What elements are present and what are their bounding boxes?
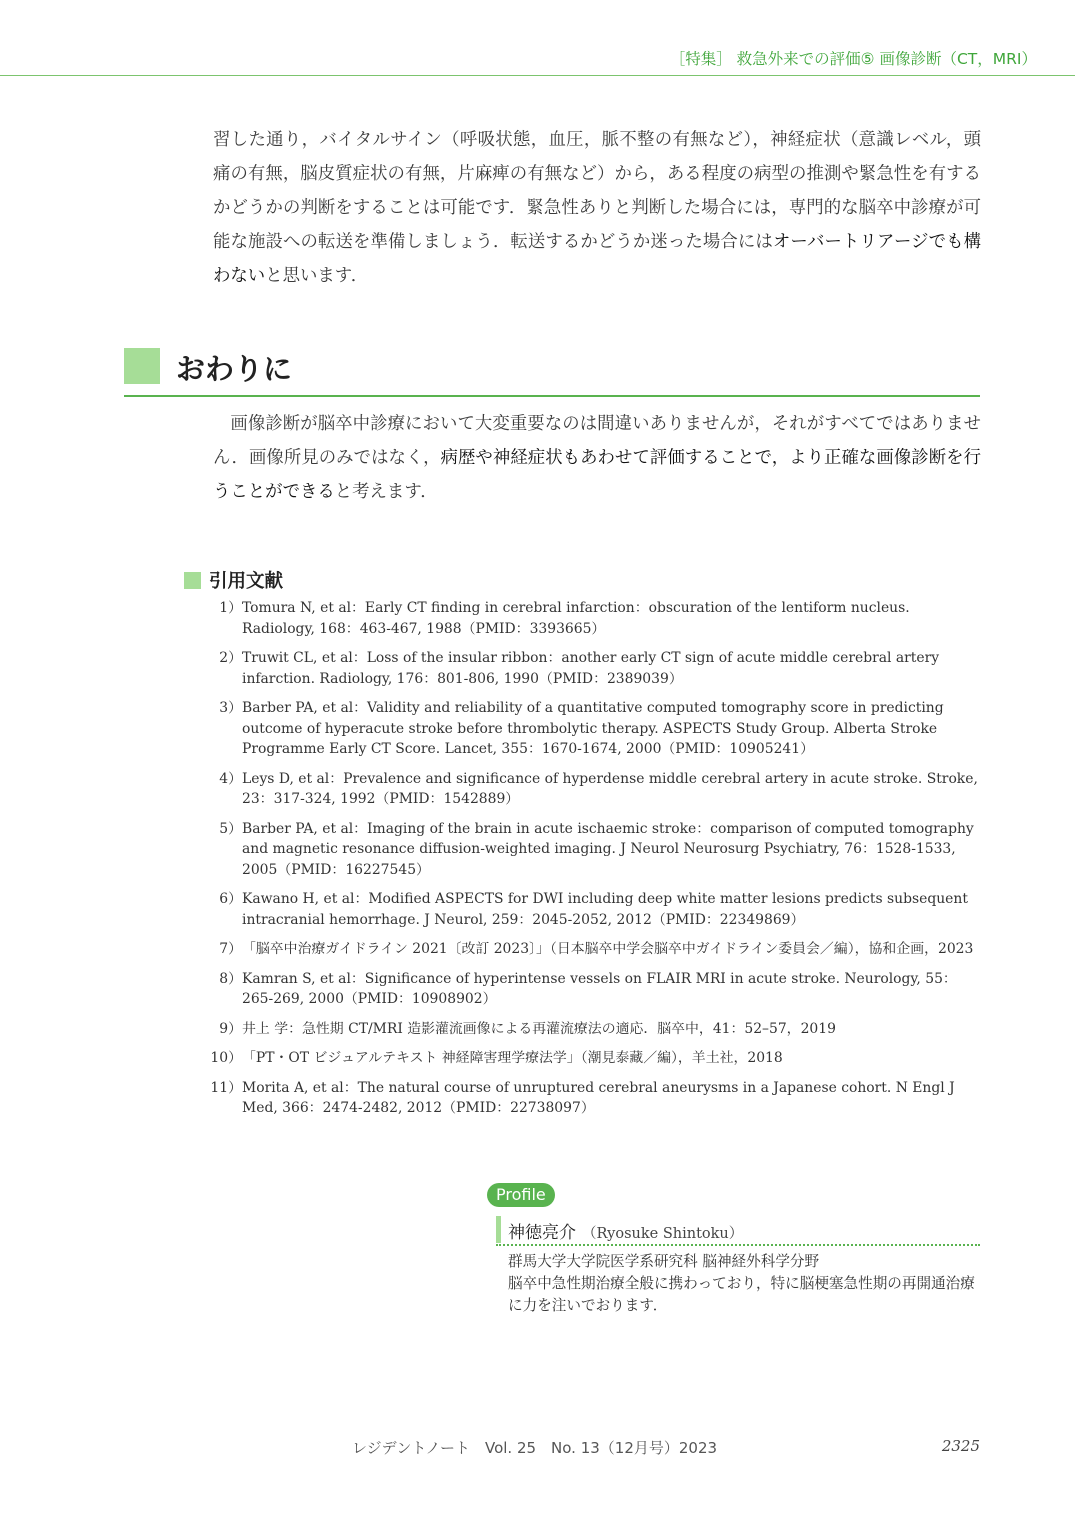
reference-number: 4）: [219, 770, 242, 787]
reference-item: [202, 698, 984, 760]
reference-item: [202, 939, 984, 960]
profile-romaji: （Ryosuke Shintoku）: [582, 1226, 744, 1242]
reference-item: [202, 648, 984, 689]
closing-paragraph: [213, 407, 981, 509]
closing-text-after: と考えます．: [334, 482, 438, 502]
section-heading: [124, 343, 980, 397]
section-title: おわりに: [176, 352, 293, 386]
intro-text-before: 習した通り，バイタルサイン（呼吸状態，血圧，脈不整の有無など），神経症状（意識レベル，頭痛の有無，脳皮質症状の有無，片麻痺の有無など）から，ある程度の病型の推測や緊急性を有するかどうかの判断をすることは可能です．緊急性ありと判断した場合には，専門的な脳卒中診療が可能な施設への転送を準備しましょう．転送するかどうか迷った場合には: [213, 130, 981, 252]
references-title: 引用文献: [209, 571, 284, 592]
reference-number: 5）: [219, 820, 242, 837]
profile-affiliation: 群馬大学大学院医学系研究科 脳神経外科学分野: [508, 1253, 820, 1270]
reference-text: Tomura N, et al：Early CT finding in cerebral infarction：obscuration of the lentiform nucleus. Radiology, 168：463-467, 1988（PMID：3393665）: [242, 600, 910, 637]
references-marker-square: [184, 572, 201, 589]
reference-number: 9）: [219, 1020, 242, 1037]
profile-name-row: [496, 1214, 980, 1246]
profile-name-line: [508, 1218, 743, 1243]
reference-item: [202, 769, 984, 810]
reference-item: [202, 889, 984, 930]
running-header: [0, 0, 1075, 76]
reference-number: 7）: [219, 941, 242, 957]
profile-badge: Profile: [487, 1183, 555, 1207]
reference-item: [202, 1048, 984, 1069]
reference-text: 「脳卒中治療ガイドライン 2021〔改訂 2023〕」（日本脳卒中学会脳卒中ガイドライン委員会／編），協和企画，2023: [242, 941, 974, 957]
reference-text: Kamran S, et al：Significance of hyperintense vessels on FLAIR MRI in acute stroke. Neurology, 55：265-269, 2000（PMID：10908902）: [242, 970, 957, 1007]
intro-text-after: と思います．: [265, 266, 369, 286]
reference-item: [202, 969, 984, 1010]
reference-item: [202, 1019, 984, 1040]
profile-name: 神徳亮介: [508, 1223, 576, 1243]
reference-number: 11）: [210, 1079, 242, 1096]
profile-accent-bar: [496, 1216, 501, 1243]
reference-item: [202, 598, 984, 639]
reference-text: Truwit CL, et al：Loss of the insular ribbon：another early CT sign of acute middle cerebral artery infarction. Radiology, 176：801-806, 1990（PMID：2389039）: [242, 650, 940, 687]
references-list: [202, 598, 984, 1128]
intro-paragraph: [213, 123, 981, 293]
reference-item: [202, 1078, 984, 1119]
reference-text: 「PT・OT ビジュアルテキスト 神経障害理学療法学」（潮見泰藏／編），羊土社，2018: [242, 1050, 783, 1066]
reference-text: Leys D, et al：Prevalence and significance of hyperdense middle cerebral artery in acute stroke. Stroke, 23：317-324, 1992（PMID：1542889）: [242, 770, 978, 807]
page-number: 2325: [941, 1437, 980, 1455]
header-label: ［特集］ 救急外来での評価⑤ 画像診断（CT，MRI）: [669, 50, 1037, 68]
reference-number: 1）: [219, 600, 242, 616]
reference-number: 10）: [210, 1050, 242, 1066]
reference-number: 2）: [219, 650, 242, 666]
closing-emphasis: 病歴や神経症状もあわせて評価することで，より正確な画像診断を行うことができる: [213, 448, 982, 502]
reference-text: Morita A, et al：The natural course of unruptured cerebral aneurysms in a Japanese cohort. N Engl J Med, 366：2474-2482, 2012（PMID：22738097）: [242, 1079, 955, 1116]
reference-text: Kawano H, et al：Modified ASPECTS for DWI including deep white matter lesions predicts subsequent intracranial hemorrhage. J Neurol, 259：2045-2052, 2012（PMID：22349869）: [242, 891, 968, 928]
reference-text: Barber PA, et al：Imaging of the brain in acute ischaemic stroke：comparison of computed tomography and magnetic resonance diffusion-weighted imaging. J Neurol Neurosurg Psychiatry, 76：1528-1533, 2005（PMID：16227545）: [242, 820, 974, 878]
section-marker-square: [124, 348, 160, 384]
reference-number: 6）: [219, 891, 242, 907]
reference-number: 3）: [219, 700, 242, 716]
closing-text-before: 画像診断が脳卒中診療において大変重要なのは間違いありませんが，それがすべてではありません．画像所見のみではなく，: [213, 414, 981, 468]
profile-description: 脳卒中急性期治療全般に携わっており，特に脳梗塞急性期の再開通治療に力を注いでおります．: [508, 1275, 975, 1314]
reference-number: 8）: [219, 970, 242, 987]
reference-text: Barber PA, et al：Validity and reliability of a quantitative computed tomography score in predicting outcome of hyperacute stroke before thrombolytic therapy. ASPECTS Study Group. Alberta Stroke Programme Early CT Score. Lancet, 355：1670-1674, 2000（PMID：10905241）: [242, 700, 944, 757]
profile-description-block: [508, 1251, 983, 1317]
reference-item: [202, 819, 984, 881]
reference-text: 井上 学：急性期 CT/MRI 造影灌流画像による再灌流療法の適応．脳卒中，41：52–57，2019: [242, 1020, 836, 1037]
intro-emphasis: オーバートリアージでも構わない: [213, 232, 981, 286]
footer-journal: レジデントノート Vol. 25 No. 13（12月号）2023: [352, 1439, 718, 1457]
